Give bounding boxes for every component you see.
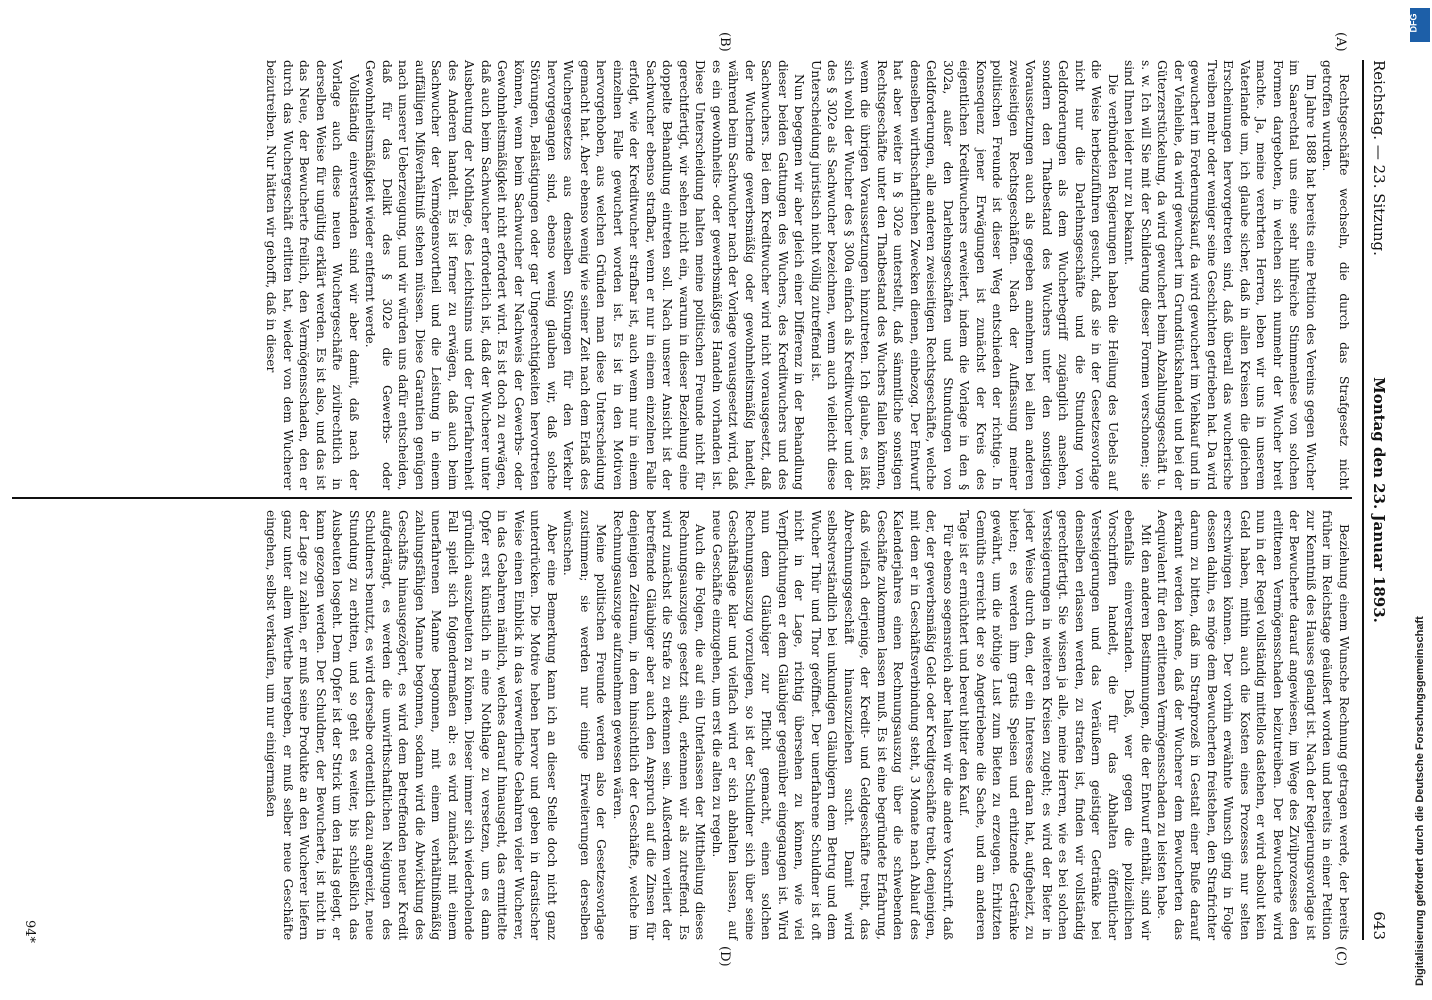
- header-session: Reichstag. — 23. Sitzung.: [1370, 60, 1388, 256]
- paragraph: Nun begegnen wir aber gleich einer Differenz in der Behandlung dieser beiden Gattungen des Wuchers, des Kreditwuchers und des Sachwuchers. Bei dem Kreditwucher wird nicht vorausgesetzt, daß der Wuchernde gewerbsmäßig oder gewohnheitsmäßig handelt, während beim Sachwucher nach der Vorlage vorausgesetzt wird, daß es ein gewohnheits- oder gewerbsmäßiges Handeln vorhanden ist. Diese Unterscheidung halten meine politischen Freunde nicht für gerechtfertigt, wir sehen nicht ein, warum in dieser Beziehung eine doppelte Behandlung eintreten soll. Nach unserer Ansicht ist der Sachwucher ebenso strafbar, wenn er nur in einem einzelnen Falle erfolgt, wie der Kreditwucher strafbar ist, auch wenn nur in einem einzelnen Falle gewuchert worden ist. Es ist in den Motiven hervorgehoben, aus welchen Gründen man diese Unterscheidung gemacht hat. Aber ebenso wenig wie seiner Zeit nach dem Erlaß des Wuchergesetzes aus denselben Störungen für den Verkehr hervorgegangen sind, ebenso wenig glauben wir, daß solche Störungen, Belästigungen oder gar Ungerechtigkeiten hervortreten können, wenn beim Sachwucher der Nachweis der Gewerbs- oder Gewohnheitsmäßigkeit nicht erfordert wird. Es ist doch zu erwägen, daß auch beim Sachwucher erforderlich ist, daß der Wucherer unter Ausbeutung der Nothlage, des Leichtsinns und der Unerfahrenheit des Anderen handelt. Es ist ferner zu erwägen, daß auch beim Sachwucher der Vermögensvortheil und die Leistung in einem auffälligen Mißverhältniß stehen müssen. Diese Garantien genügen nach unserer Ueberzeugung, und wir würden uns dafür entscheiden, daß für das Delikt des § 302e die Gewerbs- oder Gewohnheitsmäßigkeit wieder entfernt werde.: [363, 60, 807, 490]
- digitization-sidebar: [1408, 0, 1432, 1000]
- paragraph: Auch die Folgen, die auf ein Unterlassen der Mittheilung dieses Rechnungsauszuges gesetzt sind, erkennen wir als zutreffend. Es wird zunächst die Strafe zu erkennen sein. Außerdem verliert der betreffende Gläubiger aber auch den Anspruch auf die Zinsen für denjenigen Zeitraum, in dem hinsichtlich der Geschäfte, welche im Rechnungsauszuge aufzunehmen gewesen wären.: [611, 510, 708, 940]
- margin-marker-d: (D): [717, 946, 732, 967]
- paragraph: Beziehung einem Wunsche Rechnung getragen werde, der bereits früher im Reichstage geäußert worden und bereits in einer Petition zur Kenntniß des Hauses gelangt ist. Nach der Regierungsvorlage ist der Bewucherte darauf angewiesen, im Wege des Zivilprozesses den erlittenen Vermögensschaden beizutreiben. Der Bewucherte wird nun in der Regel vollständig mittellos dastehen, er wird absolut kein Geld haben, mithin auch die Kosten eines Prozesses nur selten erschwingen können. Der vorhin erwähnte Wunsch ging in Folge dessen dahin, es möge dem Bewucherten freistehen, den Strafrichter darum zu bitten, daß im Strafprozeß in Gestalt einer Buße darauf erkannt werden könne, daß der Wucherer dem Bewucherten das Aequivalent für den erlittenen Vermögensschaden zu leisten habe.: [1155, 510, 1351, 940]
- header-page-number: 643: [1370, 911, 1388, 940]
- paragraph: Aber eine Bemerkung kann ich an dieser Stelle doch nicht ganz unterdrücken. Die Motive heben hervor und geben in drastischer Weise einen Einblick in das verwerfliche Gebahren vieler Wucherer, in das Gebahren nämlich, welches darauf hinausgeht, das ermittelte Opfer erst künstlich in eine Nothlage zu versetzen, um es dann gründlich auszubeuten zu können. Dieser immer sich wiederholende Fall spielt sich folgendermaßen ab: es wird zunächst mit einem unerfahrenen Manne begonnen, mit einem verhältnißmäßig zahlungsfähigen Manne begonnen, sodann wird die Abwicklung des Geschäfts hinausgezögert, es wird dem Betreffenden neuer Kredit aufgedrängt, es werden die unwirthschaftlichen Neigungen des Schuldners benutzt, es wird derselbe ordentlich dazu angereizt, neue Stundung zu erbitten, und so geht es weiter, bis schließlich das Ausbeuten losgeht. Dem Opfer ist der Strick um den Hals gelegt, er kann gezogen werden. Der Schuldner, der Bewucherte, ist nicht in der Lage zu zahlen, er muß seine Produkte an den Wucherer liefern ganz unter allem Werthe hergeben, er muß selber neue Geschäfte eingehen, selbst verkaufen, um nur einigermaßen: [264, 510, 559, 940]
- dfg-logo: [1410, 8, 1430, 42]
- sheet-number: 94*: [22, 920, 37, 944]
- dfg-logo-text: DFG: [1408, 13, 1419, 33]
- paragraph: Meine politischen Freunde werden also der Gesetzesvorlage zustimmen; sie werden nur einige Erweiterungen derselben wünschen.: [561, 510, 609, 940]
- column-divider: [12, 497, 1352, 499]
- page-header: [1362, 60, 1392, 940]
- paragraph: Die verbündeten Regierungen haben die Heilung des Uebels auf die Weise herbeizuführen gesucht, daß sie in der Gesetzesvorlage nicht nur die Darlehnsgeschäfte und die Stundung von Geldforderungen als dem Wucherbegriff zugänglich ansehen, sondern den Thatbestand des Wuchers unter den sonstigen Voraussetzungen auch als gegeben annehmen bei allen anderen zweiseitigen Rechtsgeschäften. Nach der Auffassung meiner politischen Freunde ist dieser Weg entschieden der richtige. In Konsequenz jener Erwägungen ist zunächst der Kreis des eigentlichen Kreditwuchers erweitert, indem die Vorlage in den § 302a, außer den Darlehnsgeschäften und Stundungen von Geldforderungen, alle anderen zweiseitigen Rechtsgeschäfte, welche denselben wirthschaftlichen Zwecken dienen, einbezog. Der Entwurf hat aber weiter in § 302e unterstellt, daß sämmtliche sonstigen Rechtsgeschäfte unter den Thatbestand des Wuchers fallen können, wenn die übrigen Voraussetzungen hinzutreten. Ich glaube, es läßt sich wohl der Wucher des § 300a einfach als Kreditwucher und der des § 302e als Sachwucher bezeichnen, wenn auch vielleicht diese Unterscheidung juristisch nicht völlig zutreffend ist.: [809, 60, 1120, 490]
- digitization-credit: Digitalisierung gefördert durch die Deutsche Forschungsgemeinschaft: [1414, 616, 1426, 986]
- margin-marker-c: (C): [1333, 946, 1348, 967]
- margin-marker-a: (A): [1333, 32, 1348, 52]
- paragraph: Rechtsgeschäfte wechseln, die durch das Strafgesetz nicht getroffen wurden.: [1320, 60, 1351, 490]
- paragraph: Im Jahre 1888 hat bereits eine Petition des Vereins gegen Wucher im Saarechtal uns eine sehr hilfreiche Stimmenlese von solchen Formen dargeboten, in welchen sich nunmehr der Wucher breit machte. Ja, meine verehrten Herren, leben wir uns in unserem Vaterlande um, ich glaube sicher, daß in allen Kreisen die gleichen Erscheinungen hervorgetreten sind, daß überall das wucherische Treiben mehr oder weniger seine Geschichten getrieben hat. Da wird gewuchert im Forderungskauf, da wird gewuchert im Viehkauf und in der Viehleihe, da wird gewuchert im Grundstückshandel und bei der Güterzerstückelung, da wird gewuchert beim Abzahlungsgeschäft u. s. w. Ich will Sie mit der Schilderung dieser Formen verschonen; sie sind Ihnen leider nur zu bekannt.: [1122, 60, 1318, 490]
- text-column-left: [263, 60, 1352, 490]
- paragraph: Für ebenso segensreich aber halten wir die andere Vorschrift, daß der, der gewerbsmäßig Geld- oder Kreditgeschäfte treibt, denjenigen, mit dem er in Geschäftsverbindung steht, 3 Monate nach Ablauf des Kalenderjahres einen Rechnungsauszug über die schwebenden Geschäfte zukommen lassen muß. Es ist eine begründete Erfahrung, daß vielfach derjenige, der Kredit- und Geldgeschäfte treibt, das Abrechnungsgeschäft hinauszuziehen sucht. Damit wird selbstverständlich bei unkundigen Gläubigern dem Betrug und dem Wucher Thür und Thor geöffnet. Der unerfahrene Schuldner ist oft nicht in der Lage, richtig übersehen zu können, wie viel Verpflichtungen er dem Gläubiger gegenüber eingegangen ist. Wird nun dem Gläubiger zur Pflicht gemacht, einen solchen Rechnungsauszug vorzulegen, so ist der Schuldner sich über seine Geschäftslage klar und vielfach wird er sich abhalten lassen, auf neue Geschäfte einzugehen, um erst die alten zu regeln.: [710, 510, 955, 940]
- paragraph: Vollständig einverstanden sind wir aber damit, daß nach der Vorlage auch diese neuen Wuchergeschäfte zivilrechtlich in derselben Weise für ungültig erklärt werden. Es ist also, und das ist das Neue, der Bewucherte freilich, den Vermögensschaden, den er durch das Wuchergeschäft erlitten hat, wieder von dem Wucherer beizutreiben. Nur hätten wir gehofft, daß in dieser: [264, 60, 361, 490]
- header-date: Montag den 23. Januar 1893.: [1370, 377, 1388, 623]
- text-column-right: [263, 510, 1352, 940]
- margin-marker-b: (B): [717, 32, 732, 52]
- paragraph: Mit den anderen Bestimmungen, die der Entwurf enthält, sind wir ebenfalls einverstanden. Daß, wer gegen die polizeilichen Vorschriften handelt, die für das Abhalten öffentlicher Versteigerungen und das Veräußern geistiger Getränke bei denselben erlassen werden, zu strafen ist, finden wir vollständig gerechtfertigt. Sie wissen ja alle, meine Herren, wie es bei solchen Versteigerungen in weiteren Kreisen zugeht; es wird der Bieter in jeder Weise durch den, der ein Interesse daran hat, aufgeheizt, zu bieten; es werden ihm gratis Speisen und erhitzende Getränke gewährt, um die nöthige Lust zum Bieten zu erzeugen. Erhitzten Gemüths erreicht der so Angetriebene die Sache, und am anderen Tage ist er ernüchtert und bereut bitter den Kauf.: [957, 510, 1153, 940]
